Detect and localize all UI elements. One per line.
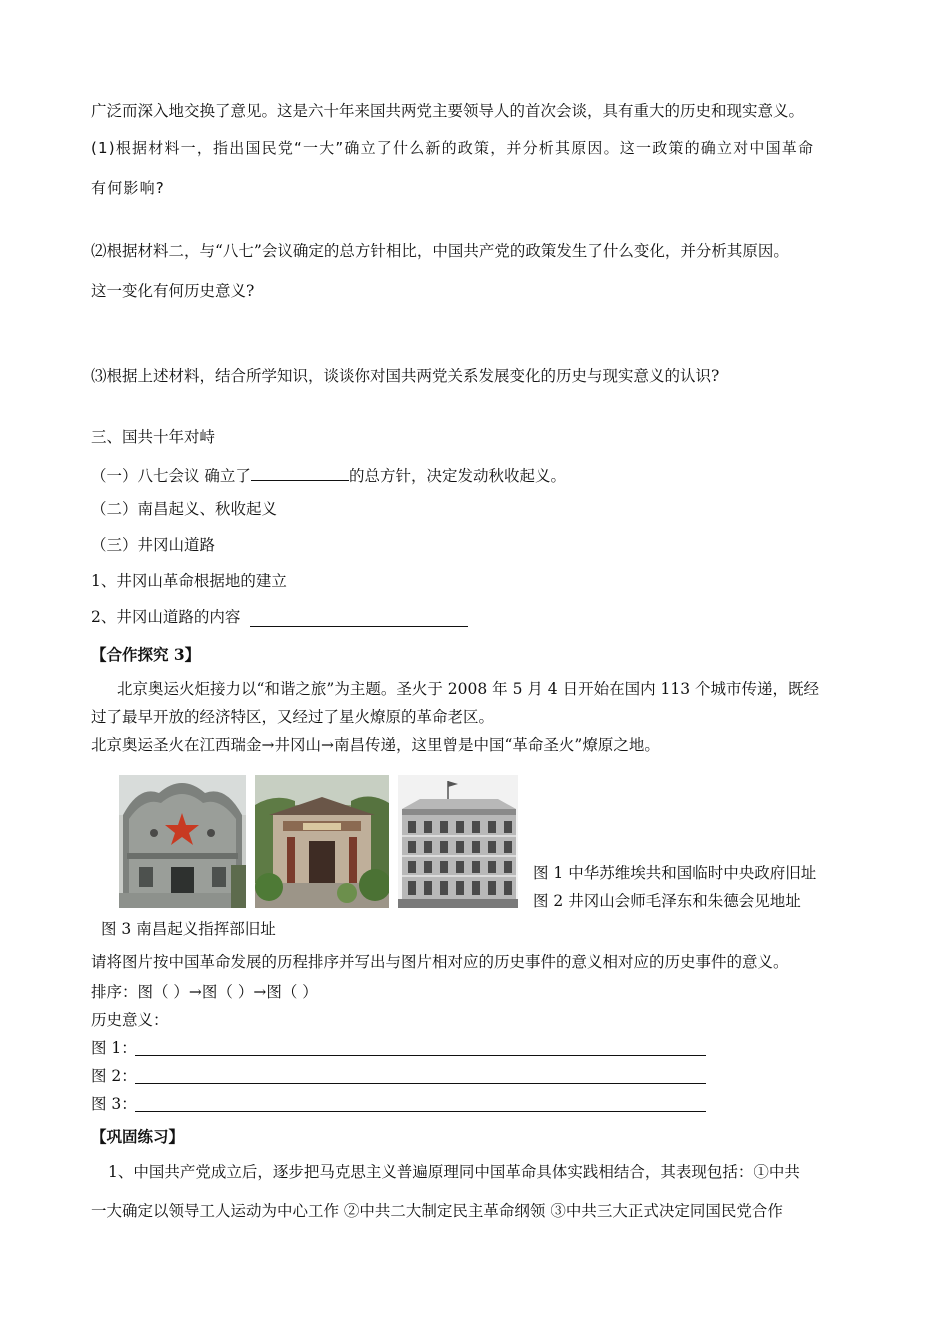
item-1-suffix: 的总方针，决定发动秋收起义。 [348,467,566,485]
caption-figure-2: 图 2 井冈山会师毛泽东和朱德会见地址 [533,892,801,910]
practice-question-1a [108,1165,800,1181]
question-1-line-a: (1)根据材料一，指出国民党“一大”确立了什么新的政策，并分析其原因。这一政策的确立对中国革命 [91,139,815,157]
figure-2-label: 图 2： [91,1067,137,1085]
fill-blank[interactable] [251,466,349,481]
coop-para-2: 北京奥运圣火在江西瑞金→井冈山→南昌传递，这里曾是中国“革命圣火”燎原之地。 [91,736,660,754]
figure-3-answer-line[interactable] [135,1111,706,1112]
section-item-1 [91,466,566,485]
significance-label: 历史意义： [91,1011,169,1029]
figure-2-answer-line[interactable] [135,1083,706,1084]
practice-question-text: 1、中国共产党成立后，逐步把马克思主义普遍原理同中国革命具体实践相结合，其表现包括：①中共 [108,1163,800,1181]
sub-item-2: 2、井冈山道路的内容 [91,608,241,626]
figure-3-label: 图 3： [91,1095,137,1113]
section-title: 三、国共十年对峙 [91,428,216,446]
coop-heading: 【合作探究 3】 [91,645,201,664]
caption-figure-1: 图 1 中华苏维埃共和国临时中央政府旧址 [533,864,817,882]
figure-1-image [119,775,246,908]
answer-line[interactable] [250,626,468,627]
figure-3-image [398,775,518,908]
coop-para-1b: 过了最早开放的经济特区，又经过了星火燎原的革命老区。 [91,708,495,726]
instruction: 请将图片按中国革命发展的历程排序并写出与图片相对应的历史事件的意义相对应的历史事件的意义。 [91,953,789,971]
caption-figure-3: 图 3 南昌起义指挥部旧址 [101,920,276,938]
section-item-3: （三）井冈山道路 [91,536,216,554]
question-3: ⑶根据上述材料，结合所学知识，谈谈你对国共两党关系发展变化的历史与现实意义的认识? [91,367,720,385]
material-line: 广泛而深入地交换了意见。这是六十年来国共两党主要领导人的首次会谈，具有重大的历史和现实意义。 [91,102,805,120]
sub-item-1: 1、井冈山革命根据地的建立 [91,572,287,590]
practice-heading: 【巩固练习】 [91,1127,185,1146]
item-1-prefix: （一）八七会议 确立了 [91,467,251,485]
figure-1-label: 图 1： [91,1039,137,1057]
order-line: 排序：图（ ）→图（ ）→图（ ） [91,983,318,1001]
section-item-2: （二）南昌起义、秋收起义 [91,500,278,518]
figure-2-image [255,775,389,908]
practice-question-1b: 一大确定以领导工人运动为中心工作 ②中共二大制定民主革命纲领 ③中共三大正式决定同国民党合作 [91,1202,783,1220]
coop-para-1a: 北京奥运火炬接力以“和谐之旅”为主题。圣火于 2008 年 5 月 4 日开始在国内 113 个城市传递，既经 [117,680,820,698]
question-1-line-b: 有何影响? [91,179,165,197]
figure-1-answer-line[interactable] [135,1055,706,1056]
question-2-line-b: 这一变化有何历史意义? [91,282,255,300]
question-2-line-a: ⑵根据材料二，与“八七”会议确定的总方针相比，中国共产党的政策发生了什么变化，并分析其原因。 [91,242,789,260]
